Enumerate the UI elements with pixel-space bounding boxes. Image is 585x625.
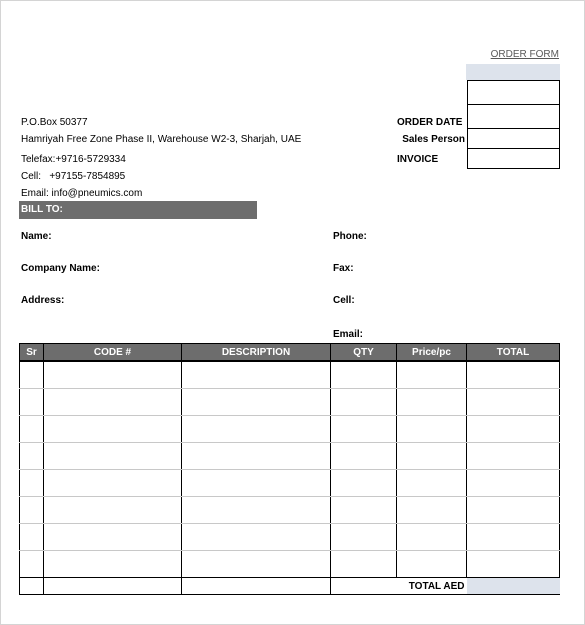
invoice-box[interactable] (467, 148, 560, 169)
description-cell[interactable] (182, 416, 331, 443)
table-row (20, 551, 560, 578)
code-cell[interactable] (44, 443, 182, 470)
qty-cell[interactable] (331, 443, 397, 470)
order-date-box[interactable] (467, 104, 560, 129)
description-cell[interactable] (182, 524, 331, 551)
invoice-label: INVOICE (397, 154, 439, 165)
total-row (20, 578, 560, 595)
sales-person-label: Sales Person (402, 134, 465, 145)
price-cell[interactable] (397, 361, 467, 389)
total-cell[interactable] (467, 497, 560, 524)
items-table (19, 343, 560, 595)
sr-cell[interactable] (20, 361, 44, 389)
fax-label: Fax: (333, 263, 354, 274)
qty-cell[interactable] (331, 524, 397, 551)
description-cell[interactable] (182, 470, 331, 497)
column-header-total: TOTAL (467, 344, 560, 362)
table-header-row (20, 344, 560, 362)
company-email: Email: info@pneumics.com (21, 188, 143, 199)
description-cell (182, 578, 331, 595)
code-cell[interactable] (44, 389, 182, 416)
total-aed-value[interactable] (467, 578, 560, 595)
sr-cell[interactable] (20, 551, 44, 578)
code-cell (44, 578, 182, 595)
order-form-header-shade (466, 64, 560, 80)
qty-cell[interactable] (331, 389, 397, 416)
price-cell[interactable] (397, 470, 467, 497)
order-form-title: ORDER FORM (490, 49, 559, 60)
price-cell[interactable] (397, 389, 467, 416)
table-row (20, 470, 560, 497)
cell-label: Cell: (333, 295, 355, 306)
code-cell[interactable] (44, 416, 182, 443)
company-po-box: P.O.Box 50377 (21, 117, 88, 128)
price-cell[interactable] (397, 551, 467, 578)
sr-cell[interactable] (20, 470, 44, 497)
column-header-code: CODE # (44, 344, 182, 362)
qty-cell[interactable] (331, 416, 397, 443)
sr-cell[interactable] (20, 524, 44, 551)
code-cell[interactable] (44, 470, 182, 497)
description-cell[interactable] (182, 551, 331, 578)
qty-cell[interactable] (331, 470, 397, 497)
price-cell[interactable] (397, 524, 467, 551)
qty-cell[interactable] (331, 551, 397, 578)
code-cell[interactable] (44, 497, 182, 524)
total-cell[interactable] (467, 470, 560, 497)
sr-cell (20, 578, 44, 595)
qty-cell[interactable] (331, 497, 397, 524)
total-cell[interactable] (467, 361, 560, 389)
order-date-label: ORDER DATE (397, 117, 463, 128)
sales-person-box[interactable] (467, 128, 560, 149)
total-cell[interactable] (467, 389, 560, 416)
total-aed-label: TOTAL AED (331, 578, 467, 595)
table-row (20, 416, 560, 443)
company-address: Hamriyah Free Zone Phase II, Warehouse W2-3, Sharjah, UAE (21, 134, 302, 145)
column-header-description: DESCRIPTION (182, 344, 331, 362)
table-row (20, 361, 560, 389)
phone-label: Phone: (333, 231, 367, 242)
code-cell[interactable] (44, 361, 182, 389)
sr-cell[interactable] (20, 497, 44, 524)
code-cell[interactable] (44, 524, 182, 551)
column-header-sr: Sr (20, 344, 44, 362)
sr-cell[interactable] (20, 416, 44, 443)
company-name-label: Company Name: (21, 263, 100, 274)
total-cell[interactable] (467, 551, 560, 578)
total-cell[interactable] (467, 443, 560, 470)
email-label: Email: (333, 329, 364, 340)
price-cell[interactable] (397, 443, 467, 470)
address-label: Address: (21, 295, 65, 306)
table-row (20, 524, 560, 551)
table-row (20, 497, 560, 524)
price-cell[interactable] (397, 416, 467, 443)
column-header-price: Price/pc (397, 344, 467, 362)
description-cell[interactable] (182, 389, 331, 416)
table-row (20, 389, 560, 416)
price-cell[interactable] (397, 497, 467, 524)
sr-cell[interactable] (20, 443, 44, 470)
description-cell[interactable] (182, 361, 331, 389)
company-telefax: Telefax:+9716-5729334 (21, 154, 126, 165)
table-row (20, 443, 560, 470)
company-cell: Cell: +97155-7854895 (21, 171, 126, 182)
total-cell[interactable] (467, 524, 560, 551)
code-cell[interactable] (44, 551, 182, 578)
column-header-qty: QTY (331, 344, 397, 362)
total-cell[interactable] (467, 416, 560, 443)
qty-cell[interactable] (331, 361, 397, 389)
bill-to-header: BILL TO: (19, 201, 257, 219)
sr-cell[interactable] (20, 389, 44, 416)
description-cell[interactable] (182, 497, 331, 524)
description-cell[interactable] (182, 443, 331, 470)
order-top-box[interactable] (467, 80, 560, 105)
name-label: Name: (21, 231, 52, 242)
